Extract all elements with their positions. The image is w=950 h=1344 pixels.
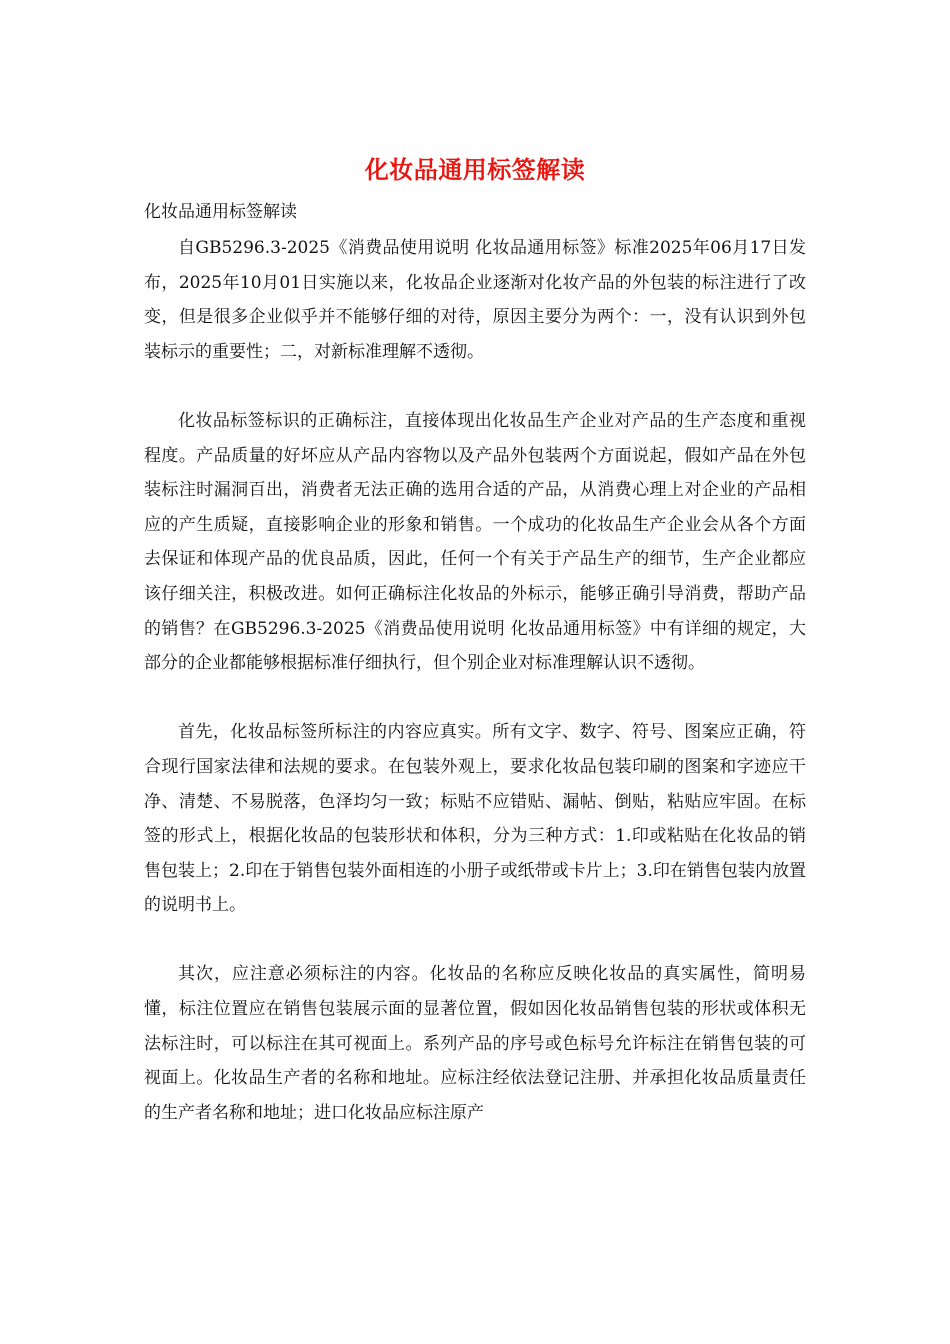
paragraph-3: 首先，化妆品标签所标注的内容应真实。所有文字、数字、符号、图案应正确，符合现行国家法律和法规的要求。在包装外观上，要求化妆品包装印刷的图案和字迹应干净、清楚、不易脱落，色泽均匀一致；标贴不应错贴、漏帖、倒贴，粘贴应牢固。在标签的形式上，根据化妆品的包装形状和体积，分为三种方式：1.印或粘贴在化妆品的销售包装上；2.印在于销售包装外面相连的小册子或纸带或卡片上；3.印在销售包装内放置的说明书上。 bbox=[144, 722, 806, 916]
document-subtitle: 化妆品通用标签解读 bbox=[144, 202, 297, 222]
paragraph-1: 自GB5296.3-2025《消费品使用说明 化妆品通用标签》标准2025年06月17日发布，2025年10月01日实施以来，化妆品企业逐渐对化妆产品的外包装的标注进行了改变，但是很多企业似乎并不能够仔细的对待，原因主要分为两个：一，没有认识到外包装标示的重要性；二，对新标准理解不透彻。 bbox=[144, 238, 806, 362]
document-title: 化妆品通用标签解读 bbox=[364, 155, 586, 184]
paragraph-2: 化妆品标签标识的正确标注，直接体现出化妆品生产企业对产品的生产态度和重视程度。产品质量的好坏应从产品内容物以及产品外包装两个方面说起，假如产品在外包装标注时漏洞百出，消费者无法正确的选用合适的产品，从消费心理上对企业的产品相应的产生质疑，直接影响企业的形象和销售。一个成功的化妆品生产企业会从各个方面去保证和体现产品的优良品质，因此，任何一个有关于产品生产的细节，生产企业都应该仔细关注，积极改进。如何正确标注化妆品的外标示，能够正确引导消费，帮助产品的销售？在GB5296.3-2025《消费品使用说明 化妆品通用标签》中有详细的规定，大部分的企业都能够根据标准仔细执行，但个别企业对标准理解认识不透彻。 bbox=[144, 410, 806, 674]
paragraph-4: 其次，应注意必须标注的内容。化妆品的名称应反映化妆品的真实属性，简明易懂，标注位置应在销售包装展示面的显著位置，假如因化妆品销售包装的形状或体积无法标注时，可以标注在其可视面上。系列产品的序号或色标号允许标注在销售包装的可视面上。化妆品生产者的名称和地址。应标注经依法登记注册、并承担化妆品质量责任的生产者名称和地址；进口化妆品应标注原产 bbox=[144, 964, 806, 1123]
document-body bbox=[144, 231, 806, 1130]
